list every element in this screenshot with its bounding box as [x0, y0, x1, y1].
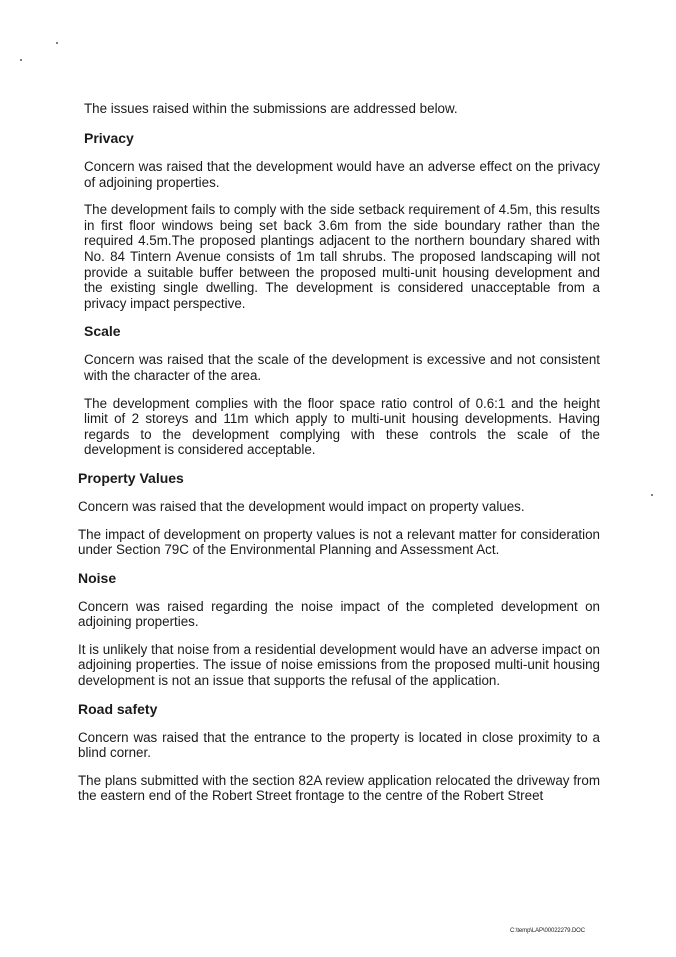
paragraph: Concern was raised regarding the noise impact of the completed development on adjoining properties.: [78, 598, 600, 630]
scan-speck: [56, 42, 58, 44]
section-heading: Privacy: [84, 130, 134, 146]
paragraph: Concern was raised that the development would impact on property values.: [78, 498, 525, 514]
intro-text: The issues raised within the submissions are addressed below.: [84, 101, 458, 116]
paragraph: The development complies with the floor space ratio control of 0.6:1 and the height limit of 2 storeys and 11m which apply to multi-unit housing developments. Having regards to the development complying with these controls the scale of the development is considered acceptable.: [84, 395, 600, 458]
scan-speck: [20, 59, 22, 61]
paragraph: Concern was raised that the entrance to the property is located in close proximity to a blind corner.: [78, 729, 600, 761]
section-property-values: [78, 470, 600, 558]
section-heading: Road safety: [78, 700, 158, 717]
file-path-footer: C:\temp\LAP\00022279.DOC: [510, 928, 585, 934]
section-heading: Property Values: [78, 469, 184, 486]
paragraph: It is unlikely that noise from a residential development would have an adverse impact on adjoining properties. The issue of noise emissions from the proposed multi-unit housing development is not an issue that supports the refusal of the application.: [78, 641, 600, 689]
paragraph: The impact of development on property values is not a relevant matter for consideration under Section 79C of the Environmental Planning and Assessment Act.: [78, 526, 600, 558]
document-body: [78, 101, 600, 816]
section-privacy: [78, 130, 600, 311]
section-road-safety: [78, 701, 600, 804]
section-scale: [78, 323, 600, 458]
section-heading: Noise: [78, 569, 117, 586]
section-heading: Scale: [84, 323, 121, 340]
scan-speck: [651, 494, 653, 496]
paragraph: The development fails to comply with the side setback requirement of 4.5m, this results in first floor windows being set back 3.6m from the side boundary rather than the required 4.5m.The proposed plantings adjacent to the northern boundary shared with No. 84 Tintern Avenue consists of 1m tall shrubs. The proposed landscaping will not provide a suitable buffer between the proposed multi-unit housing development and the existing single dwelling. The development is considered unacceptable from a privacy impact perspective.: [84, 202, 600, 311]
paragraph: Concern was raised that the scale of the development is excessive and not consistent with the character of the area.: [84, 352, 600, 383]
section-noise: [78, 570, 600, 689]
paragraph: Concern was raised that the development would have an adverse effect on the privacy of adjoining properties.: [84, 159, 600, 190]
paragraph: The plans submitted with the section 82A review application relocated the driveway from the eastern end of the Robert Street frontage to the centre of the Robert Street: [78, 772, 600, 804]
